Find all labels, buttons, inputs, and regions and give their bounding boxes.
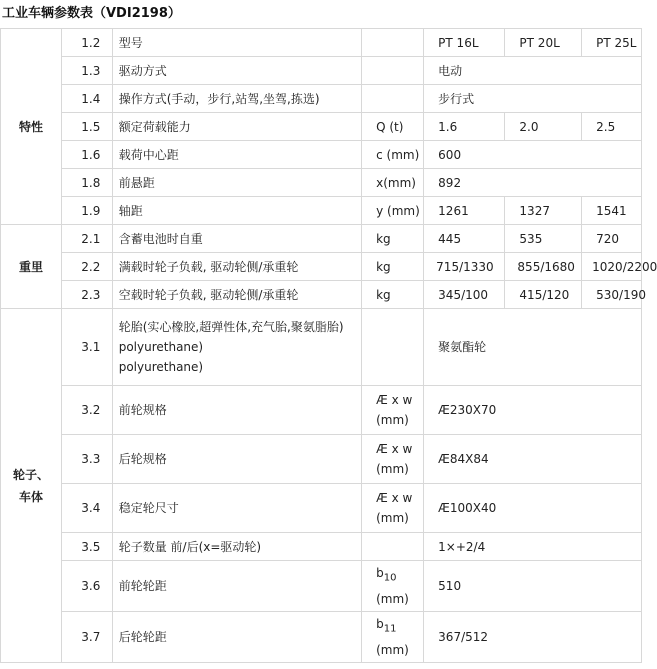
value-cell: 445 <box>424 225 505 253</box>
row-label: 操作方式(手动，步行,站驾,坐驾,拣选) <box>112 85 361 113</box>
value-cell: 415/120 <box>505 281 582 309</box>
row-unit: x(mm) <box>362 169 424 197</box>
value-cell: 345/100 <box>424 281 505 309</box>
unit-line: $b_{10}$ <box>376 566 397 584</box>
row-label: 前轮轮距 <box>112 561 361 612</box>
row-label: 后轮规格 <box>112 435 361 484</box>
table-row <box>1 435 642 484</box>
value-cell: Æ84X84 <box>424 435 642 484</box>
row-number: 3.5 <box>61 533 112 561</box>
row-label <box>112 309 361 386</box>
value-cell: 1541 <box>582 197 642 225</box>
table-row <box>1 113 642 141</box>
row-number: 1.4 <box>61 85 112 113</box>
row-unit <box>362 612 424 663</box>
value-cell: 530/190 <box>582 281 642 309</box>
row-label: 额定荷载能力 <box>112 113 361 141</box>
table-row <box>1 57 642 85</box>
row-label-extra: polyurethane) <box>118 360 204 374</box>
table-row <box>1 386 642 435</box>
value-cell: 1×+2/4 <box>424 533 642 561</box>
row-label: 驱动方式 <box>112 57 361 85</box>
unit-line: Æ x w <box>376 393 413 407</box>
row-label: 满载时轮子负载, 驱动轮侧/承重轮 <box>112 253 361 281</box>
row-number: 1.6 <box>61 141 112 169</box>
spec-table <box>0 28 657 663</box>
unit-line: $b_{11}$ <box>376 617 397 635</box>
value-cell: 1.6 <box>424 113 505 141</box>
value-cell: PT 25L <box>582 29 642 57</box>
value-cell: 1327 <box>505 197 582 225</box>
value-cell: 1020/2200 <box>582 253 642 281</box>
value-cell: 720 <box>582 225 642 253</box>
row-label: 空载时轮子负载, 驱动轮侧/承重轮 <box>112 281 361 309</box>
row-unit: kg <box>362 253 424 281</box>
table-row <box>1 225 642 253</box>
value-cell: 535 <box>505 225 582 253</box>
section-wheels: 轮子、车体 <box>1 309 62 663</box>
table-row <box>1 561 642 612</box>
table-row <box>1 141 642 169</box>
row-number: 3.6 <box>61 561 112 612</box>
unit-line: (mm) <box>376 511 409 525</box>
table-row <box>1 612 642 663</box>
value-cell: PT 20L <box>505 29 582 57</box>
row-label-main: 轮胎(实心橡胶,超弹性体,充气胎,聚氨脂胎) polyurethane) <box>118 320 344 354</box>
row-number: 3.1 <box>61 309 112 386</box>
section-characteristics: 特性 <box>1 29 62 225</box>
value-cell: 2.5 <box>582 113 642 141</box>
row-number: 1.3 <box>61 57 112 85</box>
row-label: 轮子数量 前/后(x=驱动轮) <box>112 533 361 561</box>
row-number: 3.4 <box>61 484 112 533</box>
value-cell: 600 <box>424 141 642 169</box>
row-number: 3.7 <box>61 612 112 663</box>
row-unit <box>362 533 424 561</box>
table-row <box>1 309 642 386</box>
unit-line: (mm) <box>376 642 409 657</box>
table-row <box>1 29 642 57</box>
unit-line: (mm) <box>376 413 409 427</box>
value-cell: 855/1680 <box>505 253 582 281</box>
value-cell: PT 16L <box>424 29 505 57</box>
value-cell: 2.0 <box>505 113 582 141</box>
row-label: 含蓄电池时自重 <box>112 225 361 253</box>
row-number: 1.8 <box>61 169 112 197</box>
value-cell: 步行式 <box>424 85 642 113</box>
row-unit <box>362 435 424 484</box>
section-weight: 重里 <box>1 225 62 309</box>
table-row <box>1 85 642 113</box>
row-unit <box>362 309 424 386</box>
row-number: 3.2 <box>61 386 112 435</box>
row-unit <box>362 29 424 57</box>
row-unit: c (mm) <box>362 141 424 169</box>
row-unit <box>362 484 424 533</box>
row-unit <box>362 561 424 612</box>
row-unit <box>362 386 424 435</box>
value-cell: 510 <box>424 561 642 612</box>
value-cell: 367/512 <box>424 612 642 663</box>
row-label: 前悬距 <box>112 169 361 197</box>
row-unit <box>362 57 424 85</box>
row-label: 载荷中心距 <box>112 141 361 169</box>
unit-line: Æ x w <box>376 491 413 505</box>
value-cell: 715/1330 <box>424 253 505 281</box>
row-unit: Q (t) <box>362 113 424 141</box>
row-unit: kg <box>362 281 424 309</box>
value-cell: Æ230X70 <box>424 386 642 435</box>
unit-line: (mm) <box>376 462 409 476</box>
unit-line: Æ x w <box>376 442 413 456</box>
value-cell: 1261 <box>424 197 505 225</box>
row-number: 2.3 <box>61 281 112 309</box>
row-number: 2.1 <box>61 225 112 253</box>
table-row <box>1 253 642 281</box>
value-cell: 892 <box>424 169 642 197</box>
row-number: 1.5 <box>61 113 112 141</box>
table-title: 工业车辆参数表（VDI2198） <box>2 6 181 21</box>
row-label: 后轮轮距 <box>112 612 361 663</box>
row-number: 2.2 <box>61 253 112 281</box>
unit-line: (mm) <box>376 591 409 606</box>
row-label: 型号 <box>112 29 361 57</box>
table-row <box>1 533 642 561</box>
value-cell: 电动 <box>424 57 642 85</box>
row-unit <box>362 85 424 113</box>
row-label: 稳定轮尺寸 <box>112 484 361 533</box>
row-unit: y (mm) <box>362 197 424 225</box>
value-cell: Æ100X40 <box>424 484 642 533</box>
row-number: 1.9 <box>61 197 112 225</box>
value-cell: 聚氨酯轮 <box>424 309 642 386</box>
row-number: 1.2 <box>61 29 112 57</box>
table-row <box>1 197 642 225</box>
row-unit: kg <box>362 225 424 253</box>
row-label: 轴距 <box>112 197 361 225</box>
table-row <box>1 169 642 197</box>
table-row <box>1 281 642 309</box>
row-label: 前轮规格 <box>112 386 361 435</box>
row-number: 3.3 <box>61 435 112 484</box>
table-row <box>1 484 642 533</box>
